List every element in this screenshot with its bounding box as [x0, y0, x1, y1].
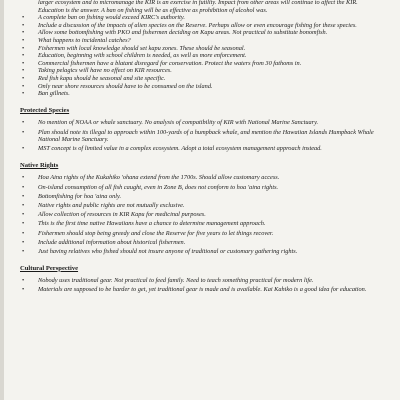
list-item: • Commercial fishermen have a blatant disregard for conservation. Protect the waters from 30 fathoms in. [20, 60, 385, 68]
continued-paragraph: larger ecosystem and to micromanage the KIR is an exercise in futility. Impact from other areas will continue to affect the KIR. Education is the answer. A ban on fishing will be as effective as prohibition of alcohol was. [38, 0, 358, 14]
list-item: • A complete ban on fishing would exceed KIRC's authority. [20, 14, 385, 22]
list-item: • Taking pelagics will have no effect on KIR resources. [20, 67, 385, 75]
section-heading-native-rights: Native Rights [20, 161, 59, 169]
section-heading-cultural-perspective: Cultural Perspective [20, 264, 79, 272]
list-item: • Allow some bottomfishing with PKO and fishermen deciding on Kapu areas. Not practical to substitute bonomfish. [20, 29, 385, 37]
list-item: • Allow collection of resources in KIR Kapu for medicinal purposes. [20, 211, 385, 219]
list-item: • Include additional information about historical fishermen. [20, 239, 385, 247]
list-item: • Fishermen with local knowledge should set kapu zones. These should be seasonal. [20, 45, 385, 53]
list-item: • On-island consumption of all fish caught, even in Zone B, does not conform to hoa 'aina rights. [20, 184, 385, 192]
list-item: • Hoa Aina rights of the Kukahiko 'ohana extend from the 1700s. Should allow customary access. [20, 174, 385, 182]
list-item: • Only near shore resources should have to be consumed on the island. [20, 83, 385, 91]
list-item: • No mention of NOAA or whale sanctuary. No analysis of compatibility of KIR with National Marine Sanctuary. [20, 119, 385, 127]
list-item: • Ban gillnets. [20, 90, 385, 98]
list-item: • Native rights and public rights are not mutually exclusive. [20, 202, 385, 210]
fishing-comments-list [20, 14, 385, 98]
cultural-perspective-list [20, 277, 385, 294]
list-item: • MST concept is of limited value in a complex ecosystem. Adopt a total ecosystem management approach instead. [20, 145, 385, 153]
section-heading-protected-species: Protected Species [20, 106, 70, 114]
scan-edge-shadow [0, 0, 4, 400]
list-item: • What happens to incidental catches? [20, 37, 385, 45]
protected-species-list [20, 119, 385, 153]
list-item: • Include a discussion of the impacts of alien species on the Reserve. Perhaps allow or even encourage fishing for these species. [20, 22, 385, 30]
native-rights-list [20, 174, 385, 255]
list-item: • Fishermen should stop being greedy and close the Reserve for five years to let things recover. [20, 230, 385, 238]
list-item: • Just having relatives who fished should not insure anyone of traditional or customary gathering rights. [20, 248, 385, 256]
document-body [20, 0, 385, 296]
list-item: • Plan should note its illegal to approach within 100-yards of a humpback whale, and mention the Hawaiian Islands Humpback Whale National Marine Sanctuary. [20, 129, 385, 144]
list-item: • Nobody uses traditional gear. Not practical to feed family. Need to teach something practical for modern life. [20, 277, 385, 285]
list-item: • Bottomfishing for hoa 'aina only. [20, 193, 385, 201]
list-item: • Red fish kapu should be seasonal and site specific. [20, 75, 385, 83]
list-item: • This is the first time native Hawaiians have a chance to determine management approach. [20, 220, 385, 228]
list-item: • Materials are supposed to be harder to get, yet traditional gear is made and is available. Kai Kahiko is a good idea for education. [20, 286, 385, 294]
list-item: • Education, beginning with school children is needed, as well as more enforcement. [20, 52, 385, 60]
